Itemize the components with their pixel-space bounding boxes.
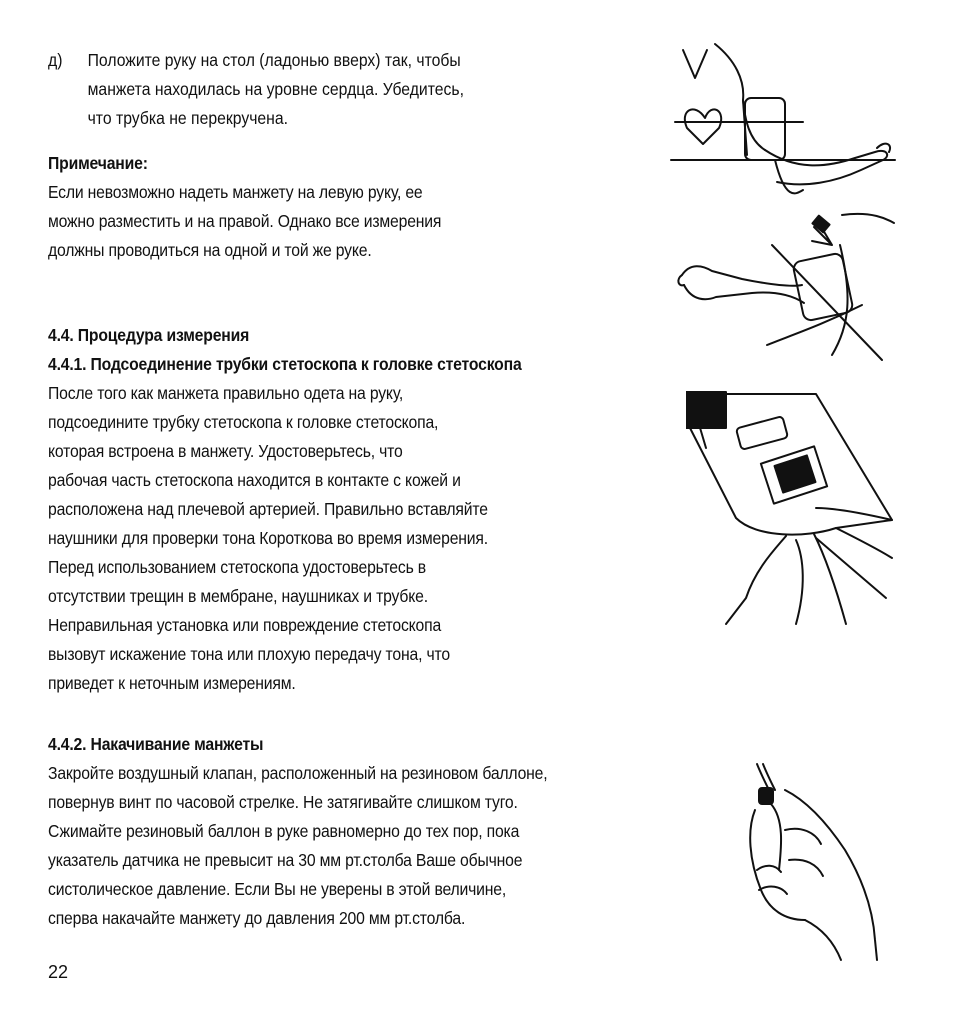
section-4-4-1-line-9: Неправильная установка или повреждение стетоскопа (48, 615, 442, 635)
section-4-4-2 (48, 730, 547, 933)
section-4-4-1-line-6: наушники для проверки тона Короткова во время измерения. (48, 528, 488, 548)
note-line-1: Если невозможно надеть манжету на левую руку, ее (48, 182, 423, 202)
section-4-4-2-line-6: сперва накачайте манжету до давления 200 мм рт.столба. (48, 908, 466, 928)
note-line-2: можно разместить и на правой. Однако все измерения (48, 211, 442, 231)
section-4-4-1-line-7: Перед использованием стетоскопа удостоверьтесь в (48, 557, 426, 577)
stethoscope-cuff-illustration (686, 388, 898, 628)
step-d-marker: д) (48, 50, 63, 70)
heart-icon (685, 109, 721, 144)
step-d-line-2: манжета находилась на уровне сердца. Убедитесь, (87, 79, 464, 99)
air-valve (759, 788, 773, 804)
hand-bulb-illustration (745, 760, 895, 965)
note-block (48, 149, 441, 265)
section-4-4-1-line-2: подсоедините трубку стетоскопа к головке стетоскопа, (48, 412, 439, 432)
section-4-4-2-heading: 4.4.2. Накачивание манжеты (48, 734, 264, 754)
section-4-4-1-line-3: которая встроена в манжету. Удостоверьтесь, что (48, 441, 403, 461)
section-4-4-heading: 4.4. Процедура измерения (48, 325, 250, 345)
section-4-4-1-line-5: расположена над плечевой артерией. Правильно вставляйте (48, 499, 488, 519)
section-4-4-1-line-10: вызовут искажение тона или плохую передачу тона, что (48, 644, 450, 664)
note-heading: Примечание: (48, 153, 148, 173)
page-number: 22 (48, 962, 69, 982)
section-4-4-1-line-8: отсутствии трещин в мембране, наушниках и трубке. (48, 586, 428, 606)
step-d-line-3: что трубка не перекручена. (87, 108, 289, 128)
section-4-4-2-line-1: Закройте воздушный клапан, расположенный на резиновом баллоне, (48, 763, 548, 783)
cuff-dark-strip (686, 392, 726, 428)
step-d (48, 46, 464, 133)
stethoscope-head (775, 455, 816, 492)
section-4-4-1-line-4: рабочая часть стетоскопа находится в контакте с кожей и (48, 470, 461, 490)
section-4-4-2-line-3: Сжимайте резиновый баллон в руке равномерно до тех пор, пока (48, 821, 520, 841)
arm-on-table-illustration (665, 40, 900, 200)
note-line-3: должны проводиться на одной и той же руке. (48, 240, 372, 260)
section-4-4-2-line-5: систолическое давление. Если Вы не уверены в этой величине, (48, 879, 507, 899)
section-4-4-2-line-4: указатель датчика не превысит на 30 мм рт.столба Ваше обычное (48, 850, 523, 870)
section-4-4 (48, 321, 522, 698)
section-4-4-2-line-2: повернув винт по часовой стрелке. Не затягивайте слишком туго. (48, 792, 518, 812)
section-4-4-1-heading: 4.4.1. Подсоединение трубки стетоскопа к головке стетоскопа (48, 354, 522, 374)
section-4-4-1-line-11: приведет к неточным измерениям. (48, 673, 296, 693)
step-d-line-1: Положите руку на стол (ладонью вверх) так, чтобы (87, 50, 461, 70)
cuff-placement-illustration (672, 205, 897, 370)
section-4-4-1-line-1: После того как манжета правильно одета на руку, (48, 383, 404, 403)
